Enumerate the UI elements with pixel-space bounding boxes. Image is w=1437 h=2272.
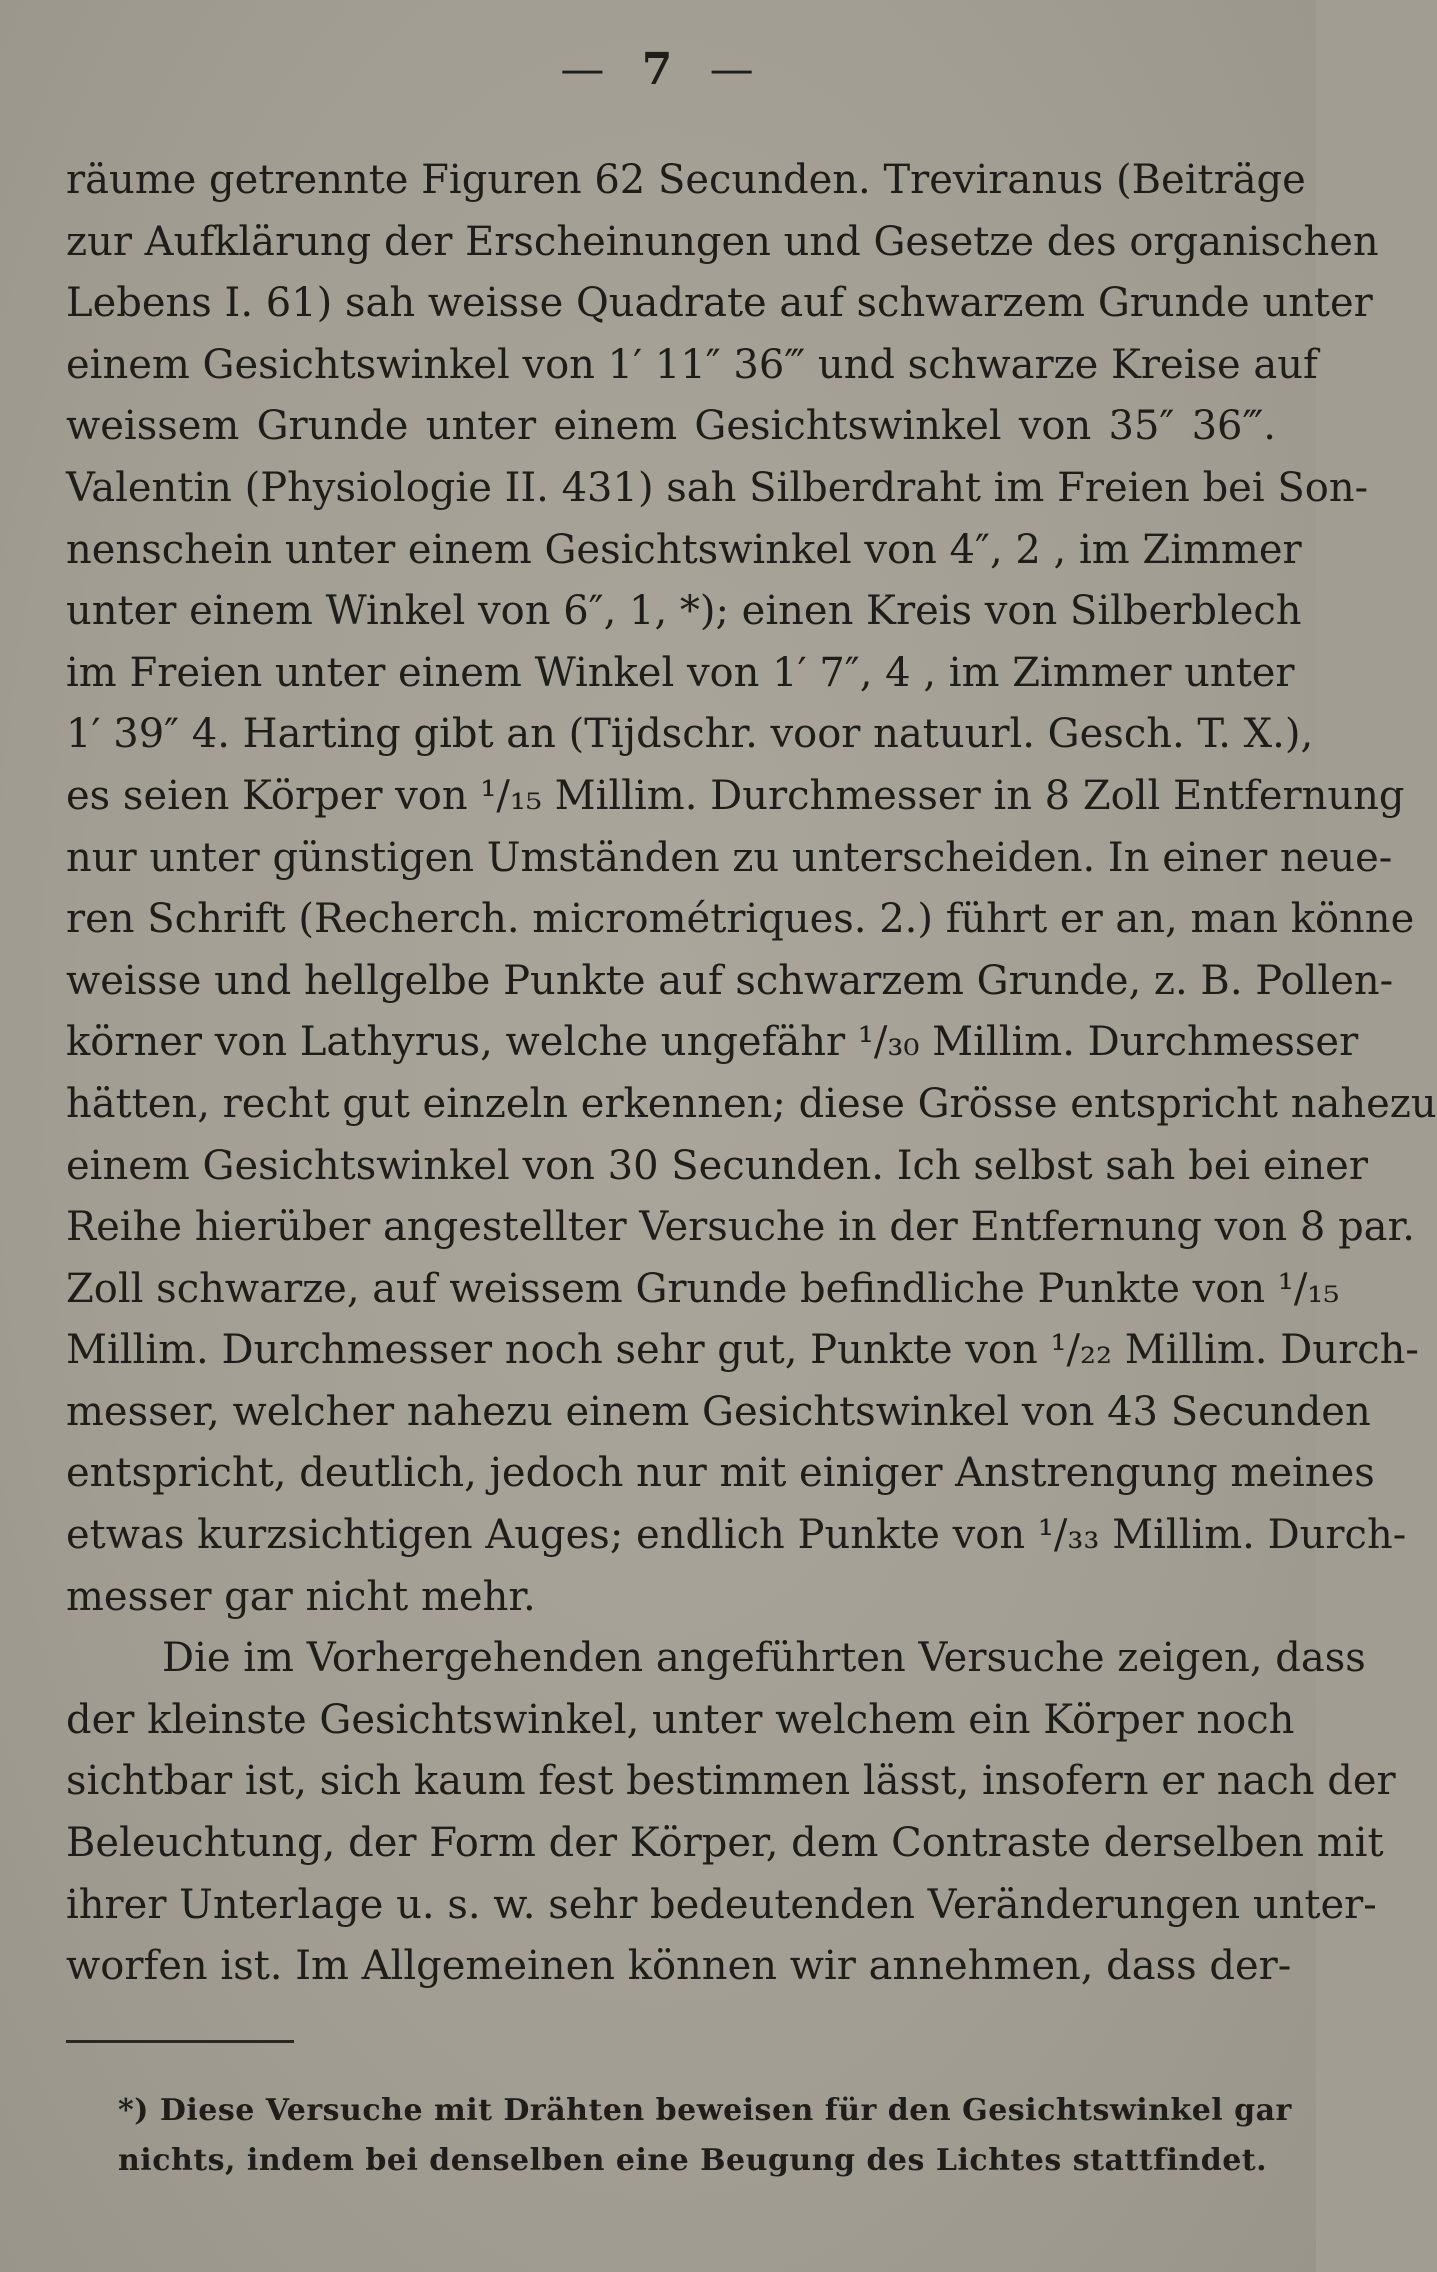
page-header	[0, 44, 1316, 95]
text-line: ren Schrift (Recherch. micrométriques. 2.) führt er an, man könne	[66, 896, 1415, 943]
text-line: körner von Lathyrus, welche ungefähr ¹/₃₀ Millim. Durchmesser	[66, 1019, 1359, 1066]
body-text	[66, 150, 1437, 1998]
footnote	[118, 2086, 1292, 2186]
page-number: 7	[641, 44, 675, 95]
text-line: etwas kurzsichtigen Auges; endlich Punkte von ¹/₃₃ Millim. Durch-	[66, 1512, 1407, 1559]
text-line: Zoll schwarze, auf weissem Grunde befindliche Punkte von ¹/₁₅	[66, 1265, 1340, 1312]
text-line: nur unter günstigen Umständen zu unterscheiden. In einer neue-	[66, 834, 1393, 881]
footnote-line: nichts, indem bei denselben eine Beugung des Lichtes stattfindet.	[118, 2143, 1268, 2178]
footnote-divider	[66, 2040, 294, 2043]
text-line: worfen ist. Im Allgemeinen können wir annehmen, dass der-	[66, 1943, 1292, 1990]
text-line: messer, welcher nahezu einem Gesichtswinkel von 43 Secunden	[66, 1388, 1371, 1435]
text-line: Valentin (Physiologie II. 431) sah Silberdraht im Freien bei Son-	[66, 464, 1369, 511]
text-line: es seien Körper von ¹/₁₅ Millim. Durchmesser in 8 Zoll Entfernung	[66, 772, 1405, 819]
text-line: entspricht, deutlich, jedoch nur mit einiger Anstrengung meines	[66, 1450, 1375, 1497]
text-line: einem Gesichtswinkel von 30 Secunden. Ich selbst sah bei einer	[66, 1142, 1368, 1189]
text-line: Reihe hierüber angestellter Versuche in der Entfernung von 8 par.	[66, 1204, 1415, 1251]
text-line: Die im Vorhergehenden angeführten Versuche zeigen, dass	[162, 1635, 1366, 1682]
header-dash-right: —	[709, 44, 756, 95]
text-line: Lebens I. 61) sah weisse Quadrate auf schwarzem Grunde unter	[66, 280, 1373, 327]
text-line: Beleuchtung, der Form der Körper, dem Contraste derselben mit	[66, 1820, 1384, 1867]
footnote-line: *) Diese Versuche mit Drähten beweisen für den Gesichtswinkel gar	[118, 2093, 1292, 2128]
text-line: zur Aufklärung der Erscheinungen und Gesetze des organischen	[66, 218, 1379, 265]
text-line: der kleinste Gesichtswinkel, unter welchem ein Körper noch	[66, 1696, 1295, 1743]
text-line: unter einem Winkel von 6″, 1, *); einen Kreis von Silberblech	[66, 588, 1302, 635]
text-line: 1′ 39″ 4. Harting gibt an (Tijdschr. voor natuurl. Gesch. T. X.),	[66, 711, 1314, 758]
text-line: weisse und hellgelbe Punkte auf schwarzem Grunde, z. B. Pollen-	[66, 957, 1394, 1004]
text-line: messer gar nicht mehr.	[66, 1573, 536, 1620]
text-line: nenschein unter einem Gesichtswinkel von 4″, 2 , im Zimmer	[66, 526, 1302, 573]
text-line: weissem Grunde unter einem Gesichtswinkel von 35″ 36‴.	[66, 403, 1276, 450]
text-line: ihrer Unterlage u. s. w. sehr bedeutenden Veränderungen unter-	[66, 1881, 1377, 1928]
text-line: sichtbar ist, sich kaum fest bestimmen lässt, insofern er nach der	[66, 1758, 1396, 1805]
header-dash-left: —	[560, 44, 607, 95]
text-line: räume getrennte Figuren 62 Secunden. Treviranus (Beiträge	[66, 157, 1306, 203]
text-line: einem Gesichtswinkel von 1′ 11″ 36‴ und schwarze Kreise auf	[66, 341, 1318, 388]
text-line: im Freien unter einem Winkel von 1′ 7″, 4 , im Zimmer unter	[66, 649, 1295, 696]
text-line: Millim. Durchmesser noch sehr gut, Punkte von ¹/₂₂ Millim. Durch-	[66, 1327, 1419, 1374]
text-line: hätten, recht gut einzeln erkennen; diese Grösse entspricht nahezu	[66, 1080, 1437, 1127]
